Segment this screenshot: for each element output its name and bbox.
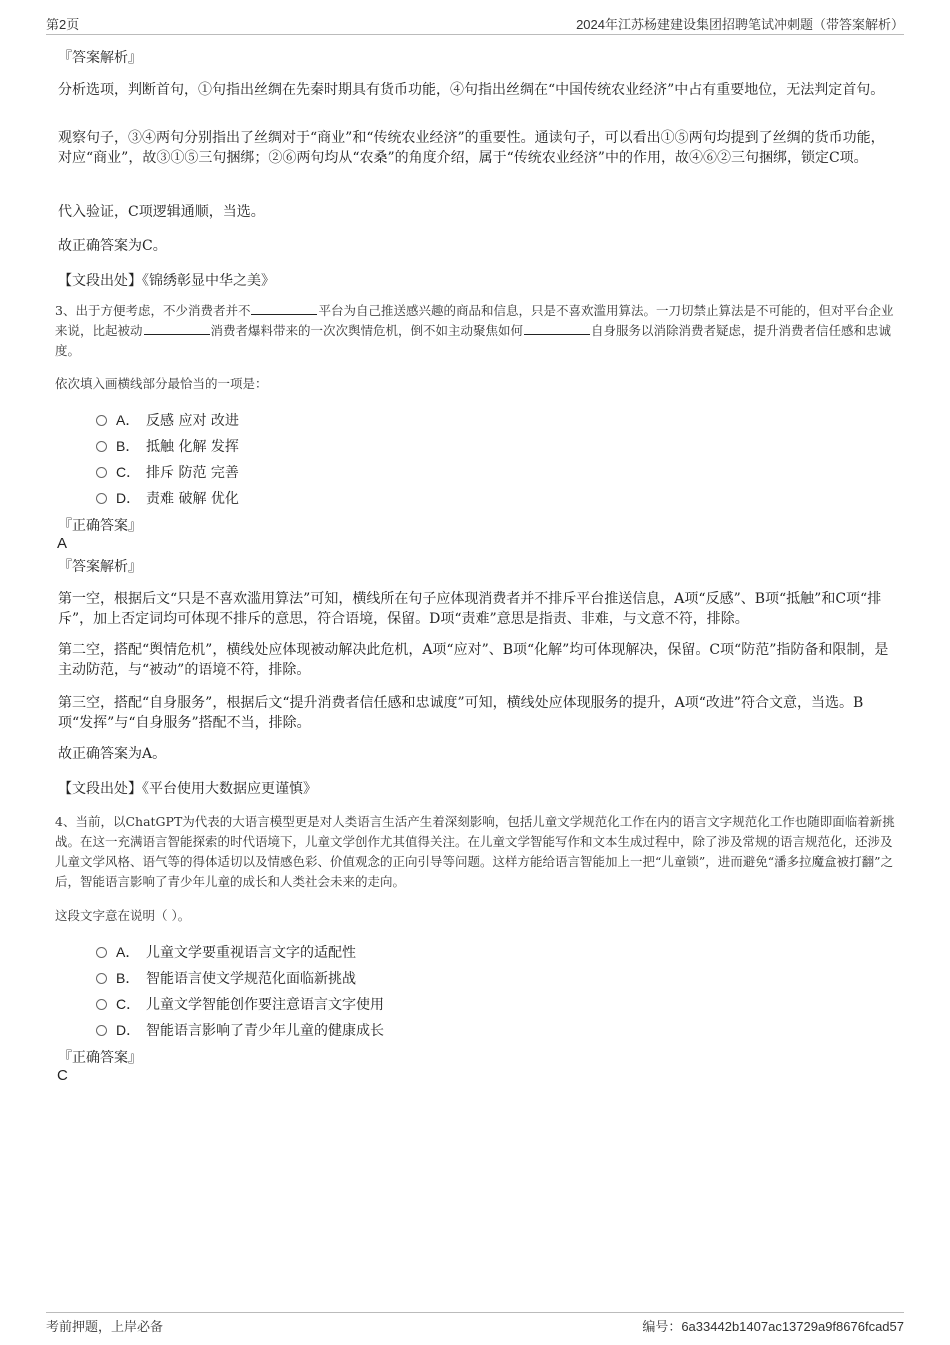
page-number: 第2页 (46, 17, 80, 32)
page-header (46, 14, 904, 35)
analysis-paragraph-2: 第二空，搭配“舆情危机”，横线处应体现被动解决此危机，A项“应对”、B项“化解”均可体现解决，保留。C项“防范”指防备和限制，是主动防范，与“被动”的语境不符，排除。 (58, 642, 889, 678)
q4-option-a[interactable]: A． 儿童文学要重视语言文字的适配性 (96, 942, 356, 962)
correct-answer-value: C (57, 1067, 68, 1084)
correct-answer-label: 『正确答案』 (58, 1050, 142, 1066)
question-3-text (55, 301, 895, 361)
analysis-paragraph-4: 故正确答案为A。 (58, 746, 167, 762)
question-3-text-d: 自身服务以消除消费者疑虑，提升消费者信任感和忠诚度。 (55, 323, 892, 358)
analysis-paragraph-4: 故正确答案为C。 (58, 238, 167, 254)
analysis-label: 『答案解析』 (58, 559, 142, 575)
radio-icon[interactable] (96, 999, 107, 1010)
radio-icon[interactable] (96, 1025, 107, 1036)
q4-option-c[interactable]: C． 儿童文学智能创作要注意语言文字使用 (96, 994, 384, 1014)
radio-icon[interactable] (96, 467, 107, 478)
code-value: 6a33442b1407ac13729a9f8676fcad57 (681, 1319, 904, 1334)
q3-option-b[interactable]: B． 抵触 化解 发挥 (96, 436, 239, 456)
q4-option-b[interactable]: B． 智能语言使文学规范化面临新挑战 (96, 968, 356, 988)
analysis-paragraph-2: 观察句子，③④两句分别指出了丝绸对于“商业”和“传统农业经济”的重要性。通读句子，可以看出①⑤两句均提到了丝绸的货币功能，对应“商业”，故③①⑤三句捆绑；②⑥两句均从“农桑”的角度介绍，属于“传统农业经济”中的作用，故④⑥②三句捆绑，锁定C项。 (58, 130, 885, 166)
q4-option-d[interactable]: D． 智能语言影响了青少年儿童的健康成长 (96, 1020, 384, 1040)
analysis-label: 『答案解析』 (58, 50, 142, 66)
fill-blank-3 (524, 322, 590, 335)
radio-icon[interactable] (96, 973, 107, 984)
analysis-paragraph-1: 分析选项，判断首句，①句指出丝绸在先秦时期具有货币功能，④句指出丝绸在“中国传统农业经济”中占有重要地位，无法判定首句。 (58, 82, 885, 98)
radio-icon[interactable] (96, 947, 107, 958)
question-3-text-b: 平台为自己推送感兴趣的商品和信息，只是不喜欢滥用算法。一刀切禁止算法是不可能的，但对平台企业来说，比起被动 (55, 303, 894, 338)
radio-icon[interactable] (96, 415, 107, 426)
q3-option-c[interactable]: C． 排斥 防范 完善 (96, 462, 239, 482)
document-code (642, 1316, 904, 1335)
question-3-text-a: 3、出于方便考虑，不少消费者并不 (55, 303, 251, 318)
footer-slogan: 考前押题，上岸必备 (46, 1319, 164, 1334)
correct-answer-label: 『正确答案』 (58, 518, 142, 534)
question-3-prompt: 依次填入画横线部分最恰当的一项是： (55, 376, 268, 391)
source-citation: 【文段出处】《平台使用大数据应更谨慎》 (58, 781, 317, 797)
fill-blank-2 (144, 322, 210, 335)
source-citation: 【文段出处】《锦绣彰显中华之美》 (58, 273, 275, 289)
correct-answer-value: A (57, 535, 68, 552)
radio-icon[interactable] (96, 441, 107, 452)
analysis-paragraph-3: 第三空，搭配“自身服务”，根据后文“提升消费者信任感和忠诚度”可知，横线处应体现服务的提升，A项“改进”符合文意，当选。B项“发挥”与“自身服务”搭配不当，排除。 (58, 695, 864, 731)
radio-icon[interactable] (96, 493, 107, 504)
analysis-paragraph-3: 代入验证，C项逻辑通顺，当选。 (58, 204, 265, 220)
question-4-prompt: 这段文字意在说明（ ）。 (55, 908, 191, 923)
page-footer (46, 1312, 904, 1335)
fill-blank-1 (251, 302, 317, 315)
q3-option-a[interactable]: A． 反感 应对 改进 (96, 410, 239, 430)
question-4-text: 4、当前，以ChatGPT为代表的大语言模型更是对人类语言生活产生着深刻影响，包括儿童文学规范化工作在内的语言文字规范化工作也随即面临着新挑战。在这一充满语言智能探索的时代语境下，儿童文学创作尤其值得关注。在儿童文学智能写作和文本生成过程中，除了涉及常规的语言规范化，还涉及儿童文学风格、语气等的得体适切以及情感色彩、价值观念的正向引导等问题。这样方能给语言智能加上一把“儿童锁”，进而避免“潘多拉魔盒被打翻”之后，智能语言影响了青少年儿童的成长和人类社会未来的走向。 (55, 814, 895, 889)
q3-option-d[interactable]: D． 责难 破解 优化 (96, 488, 239, 508)
document-title: 2024年江苏杨建建设集团招聘笔试冲刺题（带答案解析） (576, 17, 904, 32)
question-3-text-c: 消费者爆料带来的一次次舆情危机，倒不如主动聚焦如何 (210, 323, 524, 338)
analysis-paragraph-1: 第一空，根据后文“只是不喜欢滥用算法”可知，横线所在句子应体现消费者并不排斥平台推送信息，A项“反感”、B项“抵触”和C项“排斥”，加上否定词均可体现不排斥的意思，符合语境，保留。D项“责难”意思是指责、非难，与文意不符，排除。 (58, 591, 882, 627)
code-label: 编号： (642, 1319, 682, 1334)
